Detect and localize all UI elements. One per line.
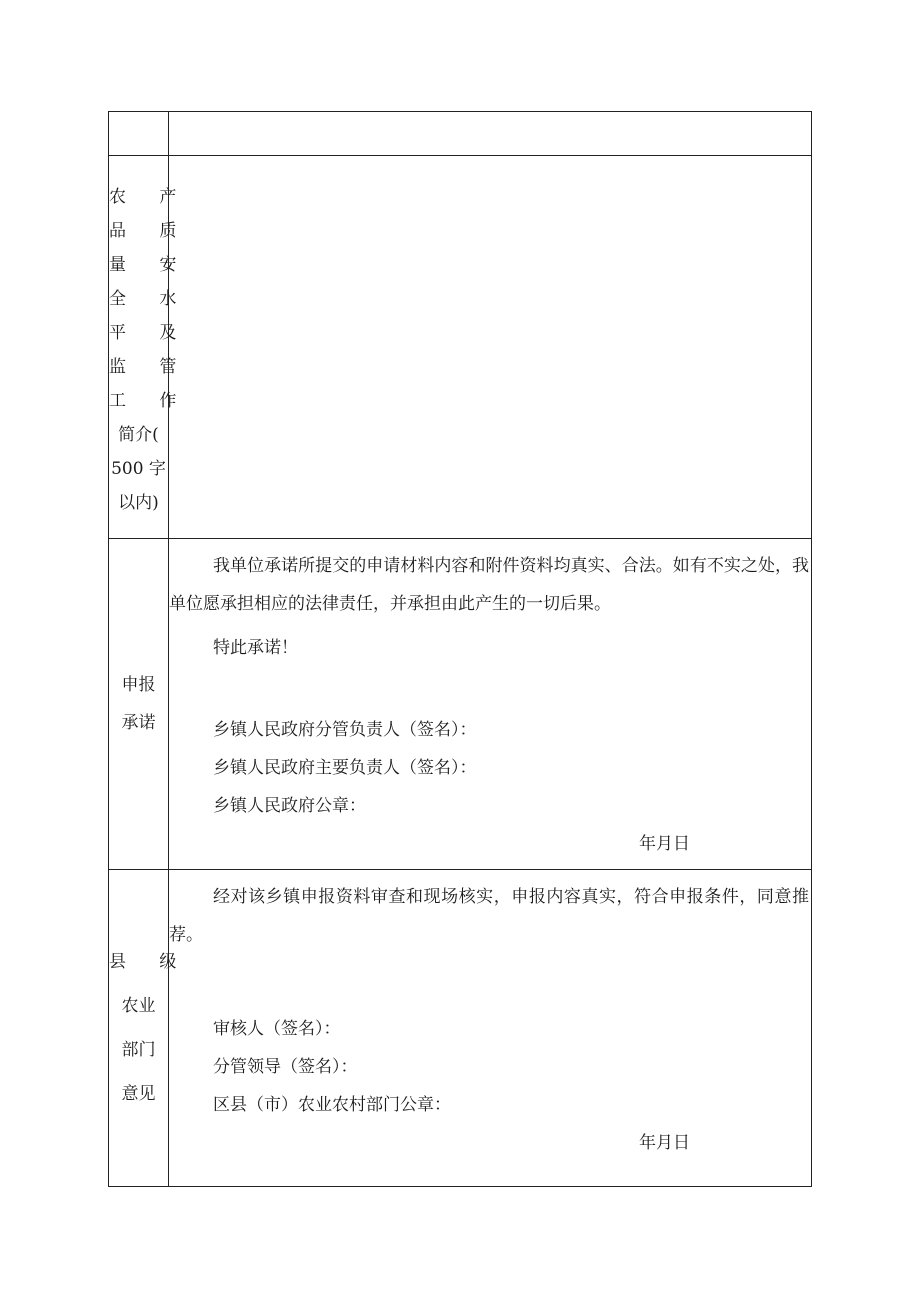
county-opinion-paragraph: 经对该乡镇申报资料审查和现场核实，申报内容真实，符合申报条件，同意推荐。 bbox=[169, 887, 809, 945]
commitment-label-line: 申报 bbox=[121, 675, 156, 695]
intro-label-line: 品 质 bbox=[109, 221, 191, 241]
intro-label-line: 平 及 bbox=[109, 323, 191, 343]
county-content-cell bbox=[169, 870, 812, 1187]
intro-label-line: 工 作 bbox=[109, 391, 191, 411]
county-label-line: 农业 bbox=[121, 996, 156, 1016]
intro-label-line: 500 字 bbox=[111, 459, 166, 479]
intro-label-line: 农 产 bbox=[109, 187, 191, 207]
table-row-intro bbox=[109, 156, 812, 539]
table-row-county-opinion bbox=[109, 870, 812, 1187]
intro-label-cell bbox=[109, 156, 191, 539]
county-label-line: 意见 bbox=[121, 1084, 156, 1104]
commitment-label-line: 承诺 bbox=[121, 713, 156, 733]
intro-label-line: 全 水 bbox=[109, 289, 191, 309]
empty-content-cell bbox=[169, 112, 812, 156]
leader-signature-line: 分管领导（签名）： bbox=[213, 1057, 358, 1077]
table-row-header-empty bbox=[109, 112, 812, 156]
intro-label-line: 简介( bbox=[118, 425, 159, 445]
intro-content-cell[interactable] bbox=[169, 156, 812, 539]
reviewer-signature-line: 审核人（签名）： bbox=[213, 1019, 341, 1039]
date-line: 年月日 bbox=[639, 1133, 690, 1153]
county-label-line: 部门 bbox=[121, 1040, 156, 1060]
commitment-paragraph: 我单位承诺所提交的申请材料内容和附件资料均真实、合法。如有不实之处，我单位愿承担相应的法律责任，并承担由此产生的一切后果。 bbox=[169, 556, 809, 614]
application-form-table bbox=[108, 111, 812, 1187]
intro-label-line: 监 管 bbox=[109, 357, 191, 377]
intro-label-line: 以内) bbox=[118, 493, 159, 513]
signature-line-chief: 乡镇人民政府主要负责人（签名）： bbox=[213, 758, 477, 778]
table-row-commitment bbox=[109, 539, 812, 870]
county-label-cell bbox=[109, 870, 191, 1187]
date-line: 年月日 bbox=[639, 834, 690, 854]
commitment-closing: 特此承诺！ bbox=[213, 638, 298, 658]
commitment-label-cell bbox=[109, 539, 169, 870]
county-label-line: 县 级 bbox=[109, 952, 191, 972]
empty-label-cell bbox=[109, 112, 169, 156]
commitment-content-cell bbox=[169, 539, 812, 870]
department-seal-line: 区县（市）农业农村部门公章： bbox=[213, 1095, 451, 1115]
official-seal-line: 乡镇人民政府公章： bbox=[213, 796, 366, 816]
intro-label-line: 量 安 bbox=[109, 255, 191, 275]
signature-line-deputy: 乡镇人民政府分管负责人（签名）： bbox=[213, 720, 477, 740]
